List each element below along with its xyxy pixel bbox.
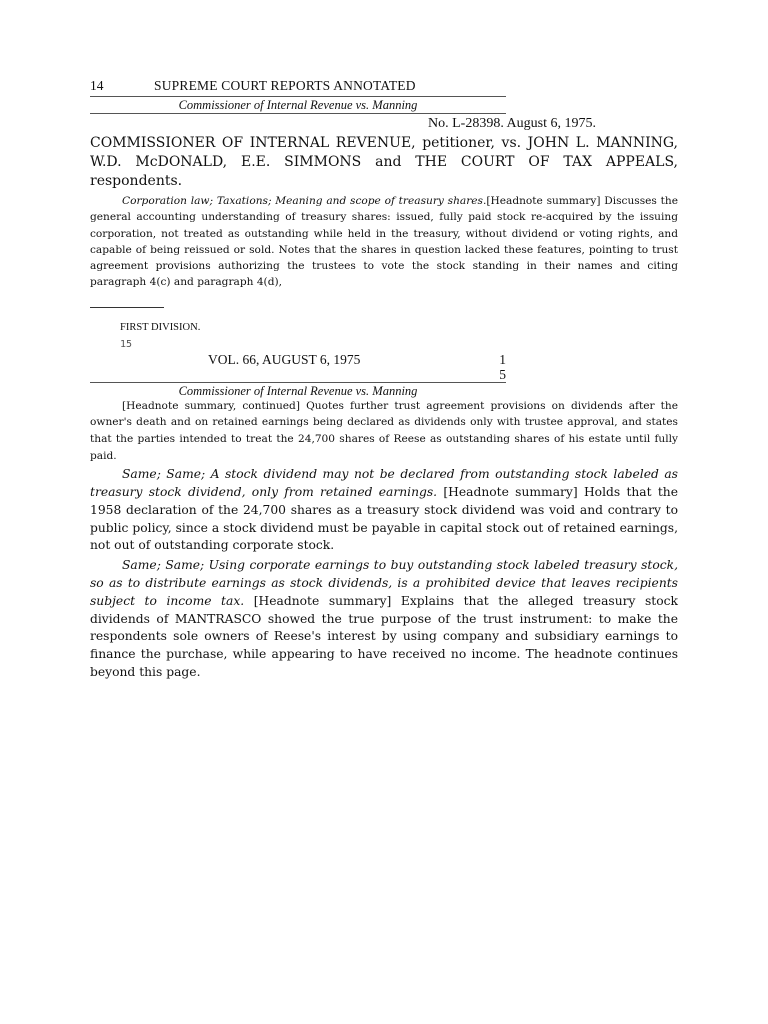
footnote-divider [90,307,164,308]
volume-header [90,352,678,382]
case-number: No. L-28398. August 6, 1975. [428,116,596,131]
syllabus-paragraph [90,193,678,291]
syllabus-paragraph-3 [90,557,678,682]
footnote: FIRST DIVISION. [120,321,201,333]
syllabus-lead-3: Same; Same; Using corporate earnings to buy outstanding stock labeled treasury stock, so as to distribute earnings as stock dividends, is a prohibited device that leaves recipients subject to income tax. [90,558,678,608]
syllabus-lead: Corporation law; Taxations; Meaning and scope of treasury shares. [122,195,487,207]
page-number-2 [499,352,506,382]
volume-title: VOL. 66, AUGUST 6, 1975 [208,351,361,367]
page-number-digit-2: 5 [499,366,506,382]
case-short-title-2: Commissioner of Internal Revenue vs. Manning [90,382,506,398]
page-number-digit-1: 1 [499,351,506,367]
syllabus-paragraph-2 [90,466,678,555]
running-header [90,78,678,96]
footnote-page-reference: 15 [120,338,133,350]
document-page [90,78,678,682]
syllabus-body-2: [Headnote summary] Holds that the 1958 declaration of the 24,700 shares as a treasury stock dividend was void and contrary to public policy, since a stock dividend must be payable in capital stock out of retained earnings, not out of outstanding corporate stock. [90,484,678,553]
syllabus-lead-2: Same; Same; A stock dividend may not be declared from outstanding stock labeled as treasury stock dividend, only from retained earnings. [90,467,678,499]
syllabus-body-3: [Headnote summary] Explains that the alleged treasury stock dividends of MANTRASCO showed the true purpose of the trust instrument: to make the respondents sole owners of Reese's interest by using company and subsidiary earnings to finance the purchase, while appearing to have received no income. The headnote continues beyond this page. [90,593,678,679]
syllabus-body: [Headnote summary] Discusses the general accounting understanding of treasury shares: issued, fully paid stock re-acquired by the issuing corporation, not treated as outstanding while held in the treasury, without dividend or voting rights, and capable of being reissued or sold. Notes that the shares in question lacked these features, pointing to trust agreement provisions authorizing the trustees to vote the stock standing in their names and citing paragraph 4(c) and paragraph 4(d), [90,195,678,289]
running-title: SUPREME COURT REPORTS ANNOTATED [154,78,416,93]
case-short-title: Commissioner of Internal Revenue vs. Manning [90,96,506,114]
case-parties: COMMISSIONER OF INTERNAL REVENUE, petitioner, vs. JOHN L. MANNING, W.D. McDONALD, E.E. SIMMONS and THE COURT OF TAX APPEALS, respondents. [90,135,678,189]
syllabus-continuation: [Headnote summary, continued] Quotes further trust agreement provisions on dividends after the owner's death and on retained earnings being declared as dividends only with trustee approval, and states that the parties intended to treat the 24,700 shares of Reese as outstanding shares of his estate until fully paid. [90,399,678,462]
page-number: 14 [90,78,104,93]
